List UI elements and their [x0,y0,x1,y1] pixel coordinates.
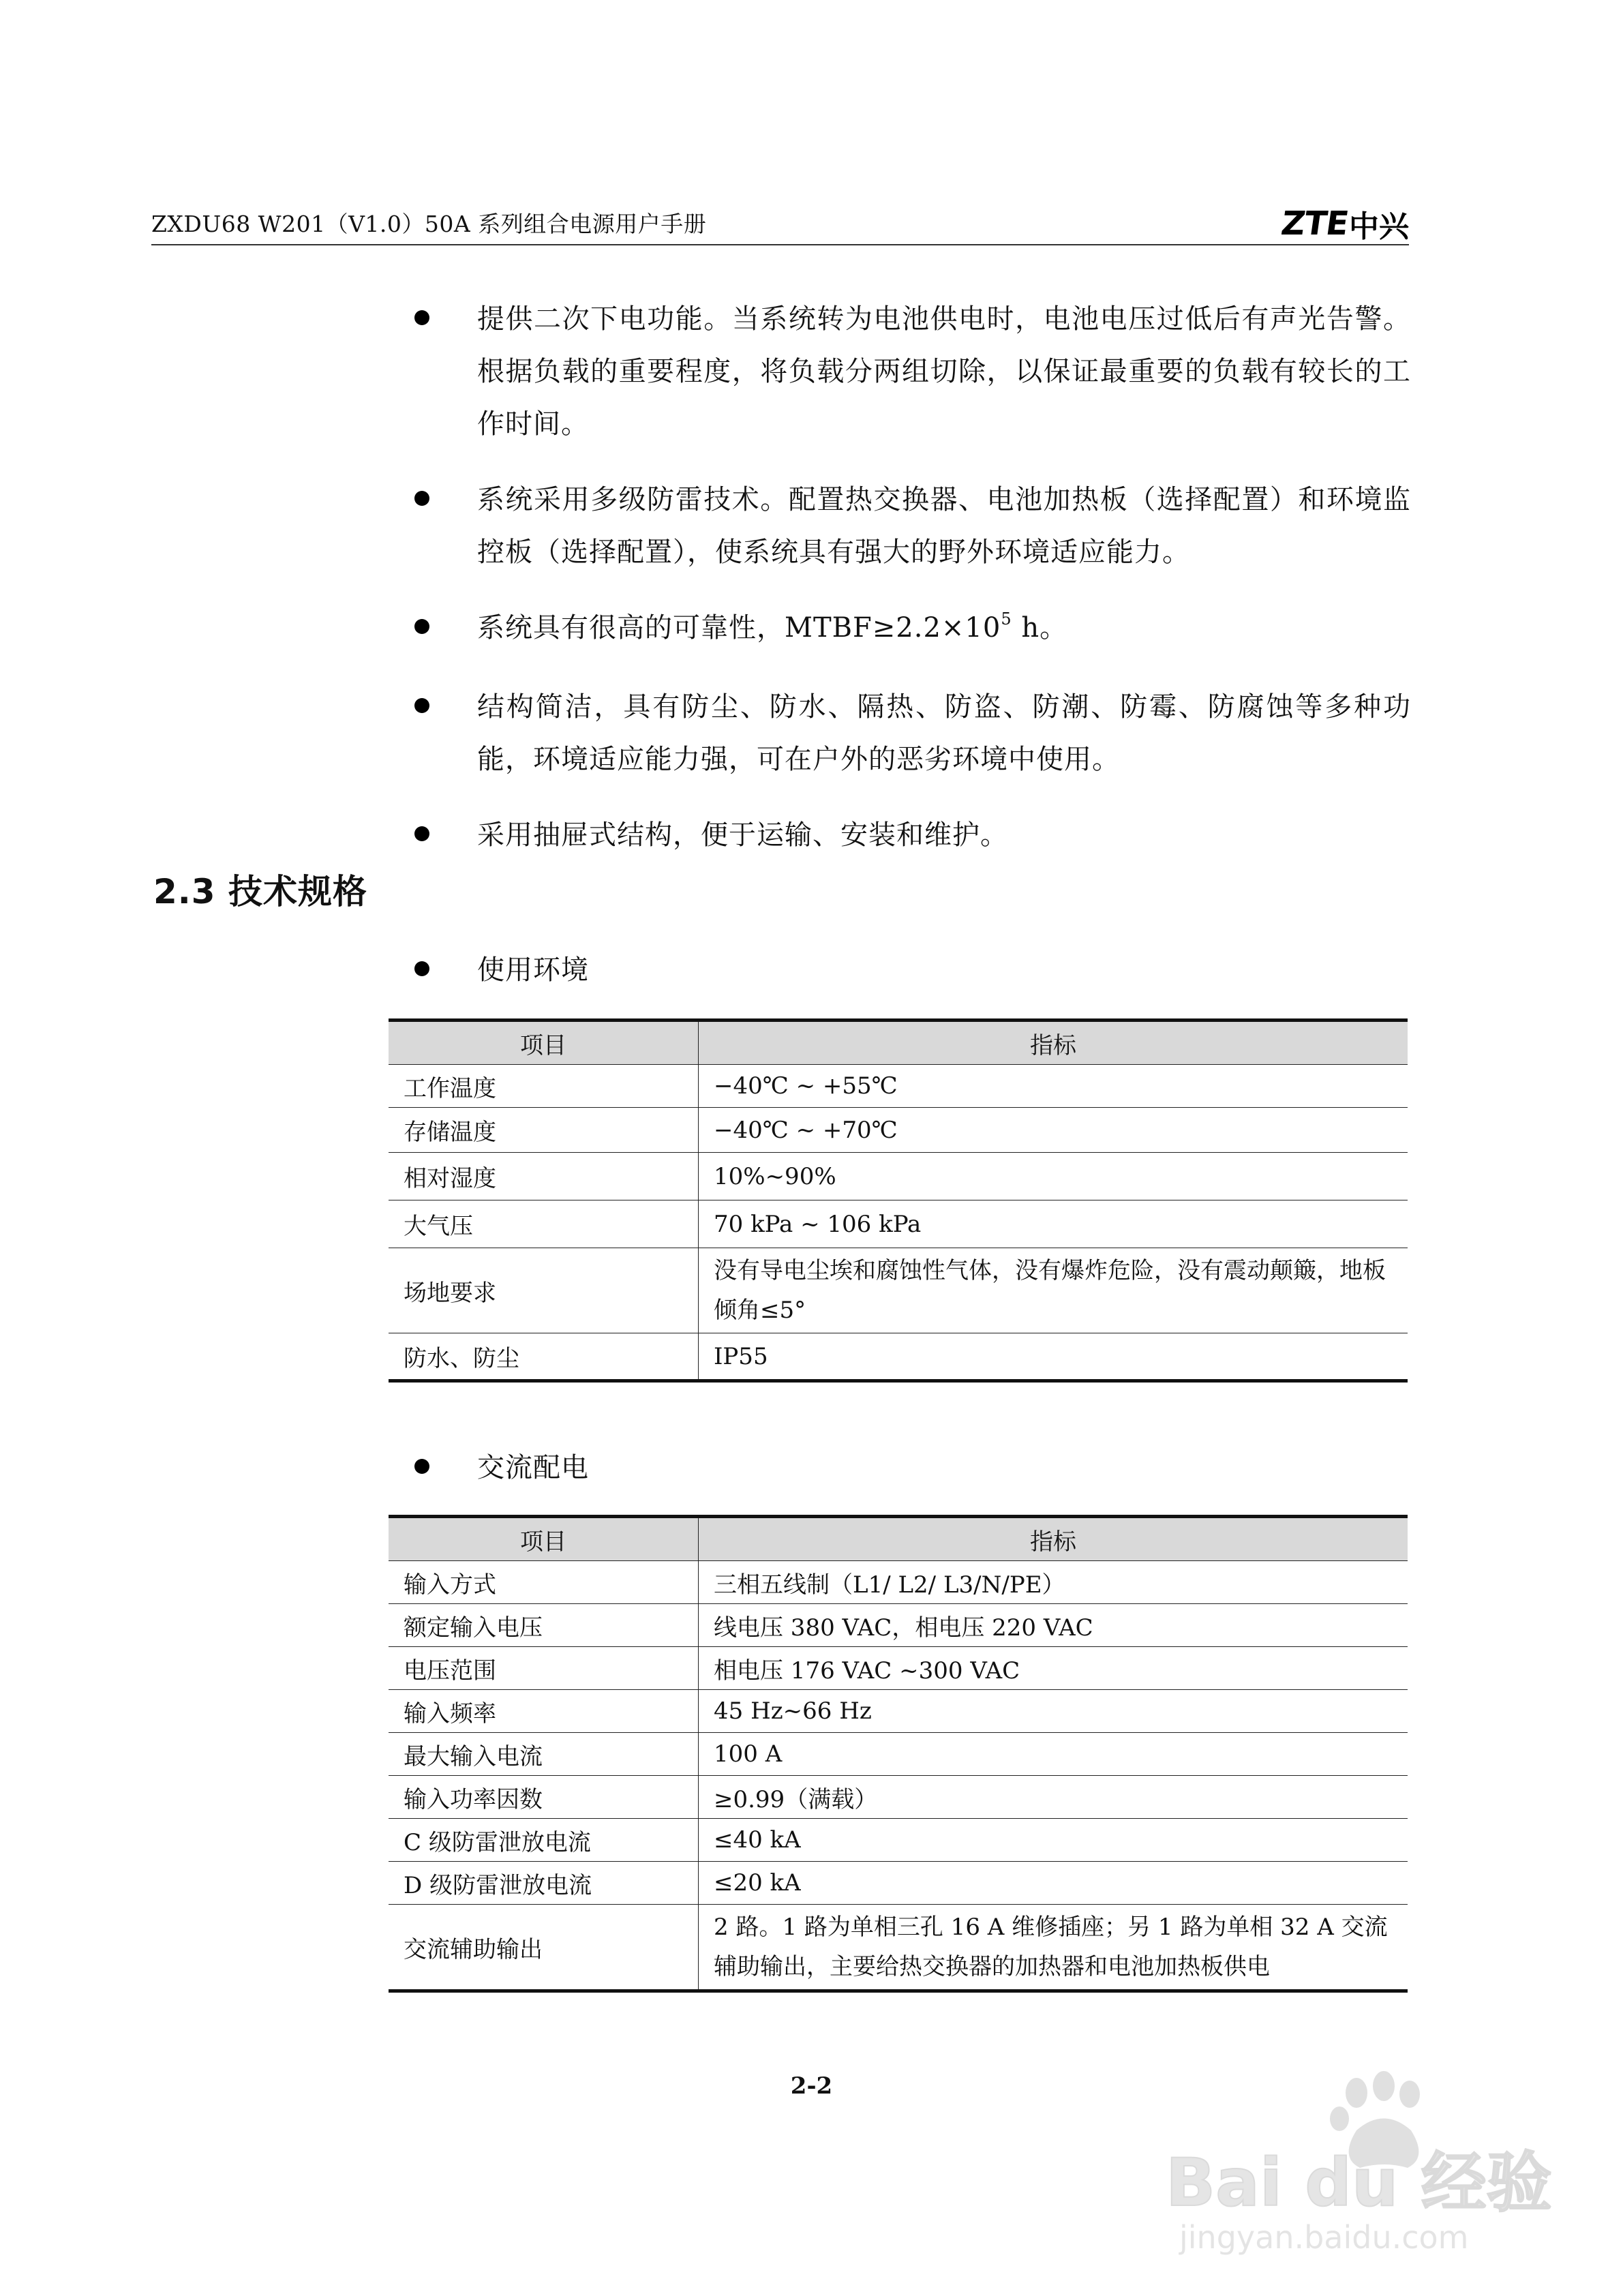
table-row [389,1200,1408,1248]
cell-value: IP55 [699,1333,1408,1381]
table-header-row [389,1021,1408,1065]
table-row [389,1333,1408,1381]
list-item-text: 系统采用多级防雷技术。配置热交换器、电池加热板（选择配置）和环境监控板（选择配置），使系统具有强大的野外环境适应能力。 [477,484,1411,568]
ac-distribution-table [389,1515,1408,1993]
logo-cjk-text: 中兴 [1349,209,1409,244]
cell-value: 100 A [699,1733,1408,1776]
column-header-value: 指标 [699,1021,1408,1065]
mtbf-text: 系统具有很高的可靠性，MTBF≥2.2×10 [477,612,1001,644]
cell-item: 交流辅助输出 [389,1905,699,1991]
column-header-item: 项目 [389,1517,699,1561]
bullet-dot-icon [414,961,429,976]
cell-value: 三相五线制（L1/ L2/ L3/N/PE） [699,1561,1408,1604]
table-row [389,1776,1408,1819]
cell-value: 70 kPa ~ 106 kPa [699,1200,1408,1248]
cell-value: ≥0.99（满载） [699,1776,1408,1819]
feature-list [409,293,1411,885]
cell-item: 相对湿度 [389,1153,699,1200]
column-header-item: 项目 [389,1021,699,1065]
mtbf-unit: h。 [1012,612,1068,644]
table-row [389,1819,1408,1862]
watermark-brand: Bai du 经验 [1166,2145,1552,2221]
cell-value: 相电压 176 VAC ~300 VAC [699,1647,1408,1690]
list-item [409,681,1411,786]
env-label: 使用环境 [477,954,589,986]
table-row [389,1905,1408,1991]
cell-item: 输入功率因数 [389,1776,699,1819]
cell-item: 场地要求 [389,1248,699,1333]
table-row [389,1647,1408,1690]
table-row [389,1733,1408,1776]
table-row [389,1108,1408,1153]
cell-item: 防水、防尘 [389,1333,699,1381]
table-row [389,1561,1408,1604]
cell-value: −40℃ ~ +55℃ [699,1065,1408,1108]
cell-item: 工作温度 [389,1065,699,1108]
cell-item: 存储温度 [389,1108,699,1153]
bullet-dot-icon [414,619,429,634]
cell-item: 大气压 [389,1200,699,1248]
zte-logo [1278,205,1409,244]
cell-value: 线电压 380 VAC，相电压 220 VAC [699,1604,1408,1647]
list-item [409,602,1411,658]
cell-item: 额定输入电压 [389,1604,699,1647]
table-header-row [389,1517,1408,1561]
document-title: ZXDU68 W201（V1.0）50A 系列组合电源用户手册 [151,211,707,237]
table-row [389,1604,1408,1647]
ac-label-item [409,1442,954,1494]
list-item [409,293,1411,451]
cell-value: 没有导电尘埃和腐蚀性气体，没有爆炸危险，没有震动颠簸，地板倾角≤5° [699,1248,1408,1333]
bullet-dot-icon [414,491,429,506]
table-row [389,1690,1408,1733]
cell-item: C 级防雷泄放电流 [389,1819,699,1862]
bullet-dot-icon [414,698,429,713]
bullet-dot-icon [414,1459,429,1474]
table-row [389,1862,1408,1905]
cell-value: ≤20 kA [699,1862,1408,1905]
list-item [409,474,1411,579]
cell-value: 10%~90% [699,1153,1408,1200]
page-header [151,205,1409,245]
cell-item: 输入方式 [389,1561,699,1604]
section-heading: 2.3 技术规格 [153,872,367,911]
table-row [389,1153,1408,1200]
mtbf-exponent: 5 [1001,609,1012,629]
list-item-text [477,602,1411,658]
bullet-dot-icon [414,310,429,325]
page-number: 2-2 [790,2072,833,2100]
ac-label: 交流配电 [477,1452,589,1483]
cell-item: 输入频率 [389,1690,699,1733]
cell-value: ≤40 kA [699,1819,1408,1862]
table-row [389,1065,1408,1108]
list-item-text: 提供二次下电功能。当系统转为电池供电时，电池电压过低后有声光告警。根据负载的重要程度，将负载分两组切除，以保证最重要的负载有较长的工作时间。 [477,303,1411,440]
list-item [409,809,1411,862]
env-label-item [409,944,954,997]
cell-item: D 级防雷泄放电流 [389,1862,699,1905]
cell-value: 45 Hz~66 Hz [699,1690,1408,1733]
cell-item: 最大输入电流 [389,1733,699,1776]
bullet-dot-icon [414,826,429,841]
baidu-watermark [1159,2066,1581,2263]
cell-item: 电压范围 [389,1647,699,1690]
list-item-text: 采用抽屉式结构，便于运输、安装和维护。 [477,819,1008,851]
list-item-text: 结构简洁，具有防尘、防水、隔热、防盗、防潮、防霉、防腐蚀等多种功能，环境适应能力强，可在户外的恶劣环境中使用。 [477,691,1411,775]
cell-value: −40℃ ~ +70℃ [699,1108,1408,1153]
table-row [389,1248,1408,1333]
logo-latin-text: ZTE [1278,205,1350,243]
watermark-url: jingyan.baidu.com [1179,2219,1469,2256]
column-header-value: 指标 [699,1517,1408,1561]
environment-table [389,1018,1408,1383]
cell-value: 2 路。1 路为单相三孔 16 A 维修插座；另 1 路为单相 32 A 交流辅助输出，主要给热交换器的加热器和电池加热板供电 [699,1905,1408,1991]
